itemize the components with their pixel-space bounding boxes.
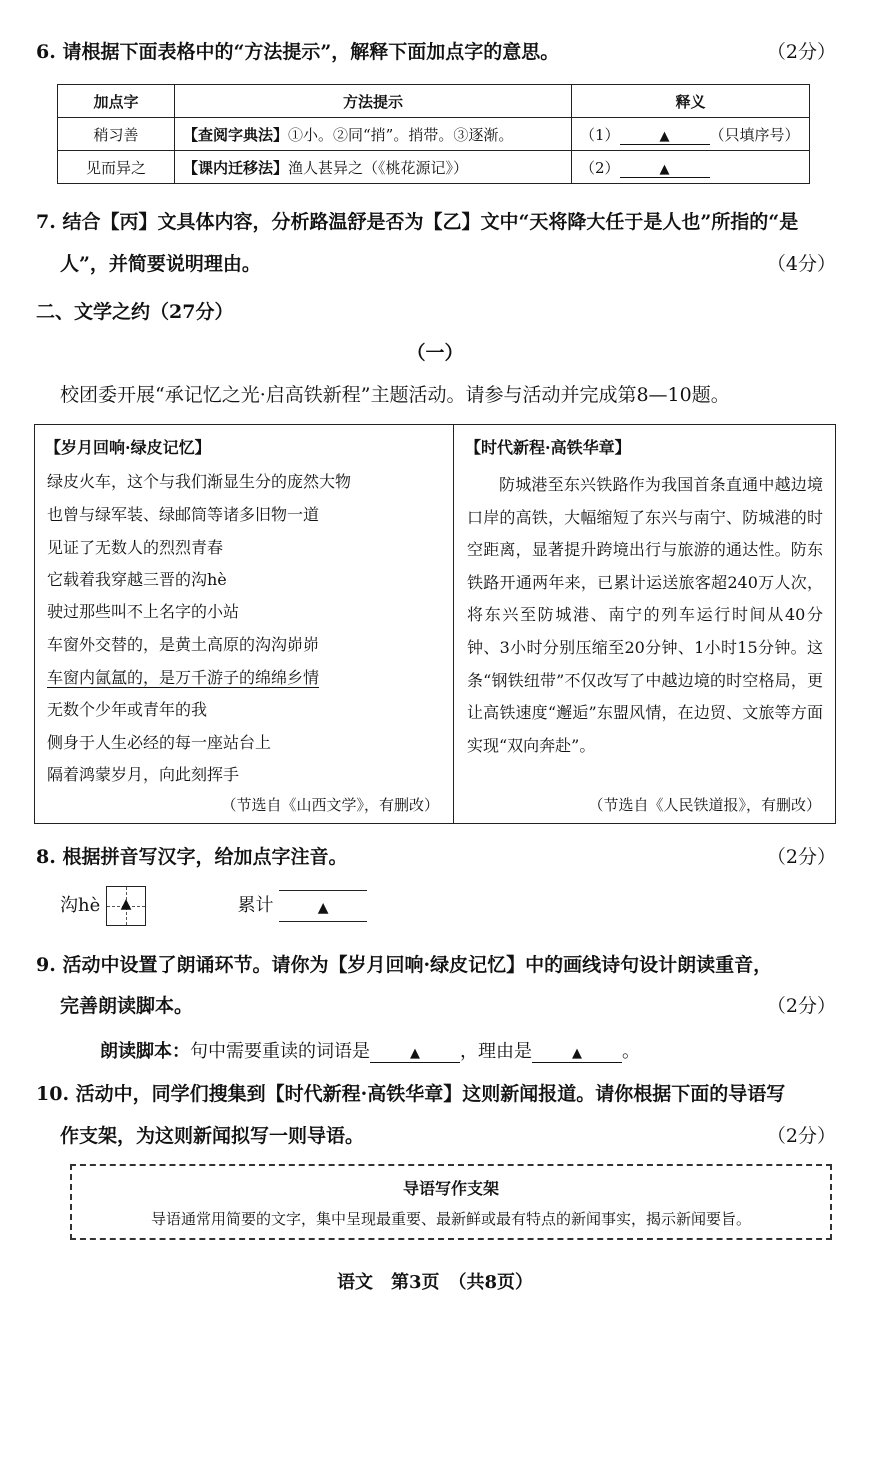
question-10-line2 (60, 1122, 836, 1150)
method-cell (175, 118, 572, 151)
question-7-points: （4分） (766, 253, 836, 275)
poem-title: 【岁月回响·绿皮记忆】 (45, 438, 211, 457)
triangle-icon: ▲ (659, 128, 670, 144)
answer-prefix: （2） (580, 158, 620, 177)
triangle-icon: ▲ (317, 900, 329, 916)
question-6-text: 6. 请根据下面表格中的“方法提示”，解释下面加点字的意思。 (36, 41, 560, 63)
question-10-points: （2分） (766, 1125, 836, 1147)
method-text: ①小。②同“捎”。捎带。③逐渐。 (288, 125, 514, 144)
poem-panel (35, 425, 454, 823)
triangle-icon: ▲ (120, 896, 132, 912)
section-title: 二、文学之约（27分） (36, 301, 234, 323)
poem-line: 侧身于人生必经的每一座站台上 (47, 733, 272, 752)
answer-prefix: （1） (580, 125, 620, 144)
item-leiji-label: 累计 (237, 895, 274, 916)
question-6 (36, 38, 836, 66)
news-panel (455, 425, 835, 823)
table-header-row (58, 85, 810, 118)
table-row (58, 151, 810, 184)
script-end: 。 (622, 1041, 640, 1062)
question-9-points: （2分） (766, 995, 836, 1017)
script-part-b: ，理由是 (460, 1041, 532, 1062)
dotted-word-cell: 稍习善 (58, 118, 175, 151)
answer-suffix: （只填序号） (709, 125, 800, 144)
reading-script (100, 1037, 640, 1063)
poem-line-underlined: 车窗内氤氲的，是万千游子的绵绵乡情 (47, 668, 320, 687)
item-gouhe-label: 沟hè (60, 895, 101, 916)
question-7-text: 人”，并简要说明理由。 (60, 253, 261, 275)
header-meaning: 释义 (572, 85, 810, 118)
triangle-icon: ▲ (572, 1046, 582, 1061)
news-paragraph: 防城港至东兴铁路作为我国首条直通中越边境口岸的高铁，大幅缩短了东兴与南宁、防城港的时空距离，显著提升跨境出行与旅游的通达性。防东铁路开通两年来，已累计运送旅客超240万人次，将东兴至防城港、南宁的列车运行时间从40分钟、3小时分别压缩至20分钟、1小时15分钟。这条“钢铁纽带”不仅改写了中越边境的时空格局，更让高铁速度“邂逅”东盟风情，在边贸、文旅等方面实现“双向奔赴”。 (467, 475, 823, 755)
part-title: （一） (406, 342, 464, 364)
poem-line: 隔着鸿蒙岁月，向此刻挥手 (47, 765, 240, 784)
question-8-points: （2分） (766, 846, 836, 868)
tianzi-grid-answer[interactable] (106, 886, 146, 926)
activity-intro: 校团委开展“承记忆之光·启高铁新程”主题活动。请参与活动并完成第8—10题。 (60, 384, 730, 406)
pinyin-grid-answer[interactable] (279, 890, 367, 922)
poem-line: 无数个少年或青年的我 (47, 700, 208, 719)
question-7-line1: 7. 结合【丙】文具体内容，分析路温舒是否为【乙】文中“天将降大任于是人也”所指的“是 (36, 211, 799, 233)
table-row (58, 118, 810, 151)
script-part-a: 句中需要重读的词语是 (190, 1041, 370, 1062)
question-9-line1: 9. 活动中设置了朗诵环节。请你为【岁月回响·绿皮记忆】中的画线诗句设计朗读重音， (36, 954, 773, 976)
question-6-points: （2分） (766, 41, 836, 63)
dotted-word-cell: 见而异之 (58, 151, 175, 184)
method-tag: 【查阅字典法】 (183, 125, 289, 144)
triangle-icon: ▲ (410, 1046, 420, 1061)
poem-line: 它载着我穿越三晋的沟hè (47, 570, 227, 589)
answer-cell (572, 118, 810, 151)
question-8-text: 8. 根据拼音写汉字，给加点字注音。 (36, 846, 348, 868)
poem-line: 见证了无数人的烈烈青春 (47, 538, 224, 557)
method-text: 渔人甚异之（《桃花源记》） (288, 158, 469, 177)
poem-line: 也曾与绿军装、绿邮筒等诸多旧物一道 (47, 505, 320, 524)
question-9-text: 完善朗读脚本。 (60, 995, 194, 1017)
question-8-items (60, 886, 367, 926)
header-dotted-word: 加点字 (58, 85, 175, 118)
answer-cell (572, 151, 810, 184)
question-8 (36, 843, 836, 871)
question-10-line1: 10. 活动中，同学们搜集到【时代新程·高铁华章】这则新闻报道。请你根据下面的导语写 (36, 1083, 786, 1105)
poem-source: （节选自《山西文学》，有删改） (221, 796, 439, 814)
news-title: 【时代新程·高铁华章】 (465, 438, 631, 457)
page-footer: 语文 第3页 （共8页） (336, 1272, 534, 1293)
header-method: 方法提示 (175, 85, 572, 118)
poem-line: 驶过那些叫不上名字的小站 (47, 602, 240, 621)
method-cell (175, 151, 572, 184)
method-table (57, 84, 810, 184)
script-label: 朗读脚本： (100, 1041, 190, 1062)
answer-blank[interactable] (620, 159, 710, 178)
method-tag: 【课内迁移法】 (183, 158, 289, 177)
lead-writing-scaffold (70, 1164, 832, 1240)
reason-blank[interactable] (532, 1041, 622, 1063)
stress-word-blank[interactable] (370, 1041, 460, 1063)
scaffold-body: 导语通常用简要的文字，集中呈现最重要、最新鲜或最有特点的新闻事实，揭示新闻要旨。 (150, 1210, 751, 1228)
question-9-line2 (60, 992, 836, 1020)
poem-line: 绿皮火车，这个与我们渐显生分的庞然大物 (47, 472, 352, 491)
answer-blank[interactable] (620, 126, 710, 145)
news-source: （节选自《人民铁道报》，有删改） (588, 796, 821, 814)
question-7-line2 (60, 250, 836, 278)
material-box (34, 424, 836, 824)
triangle-icon: ▲ (659, 161, 670, 177)
scaffold-title: 导语写作支架 (402, 1179, 499, 1198)
question-10-text: 作支架，为这则新闻拟写一则导语。 (60, 1125, 365, 1147)
poem-line: 车窗外交替的，是黄土高原的沟沟峁峁 (47, 635, 320, 654)
